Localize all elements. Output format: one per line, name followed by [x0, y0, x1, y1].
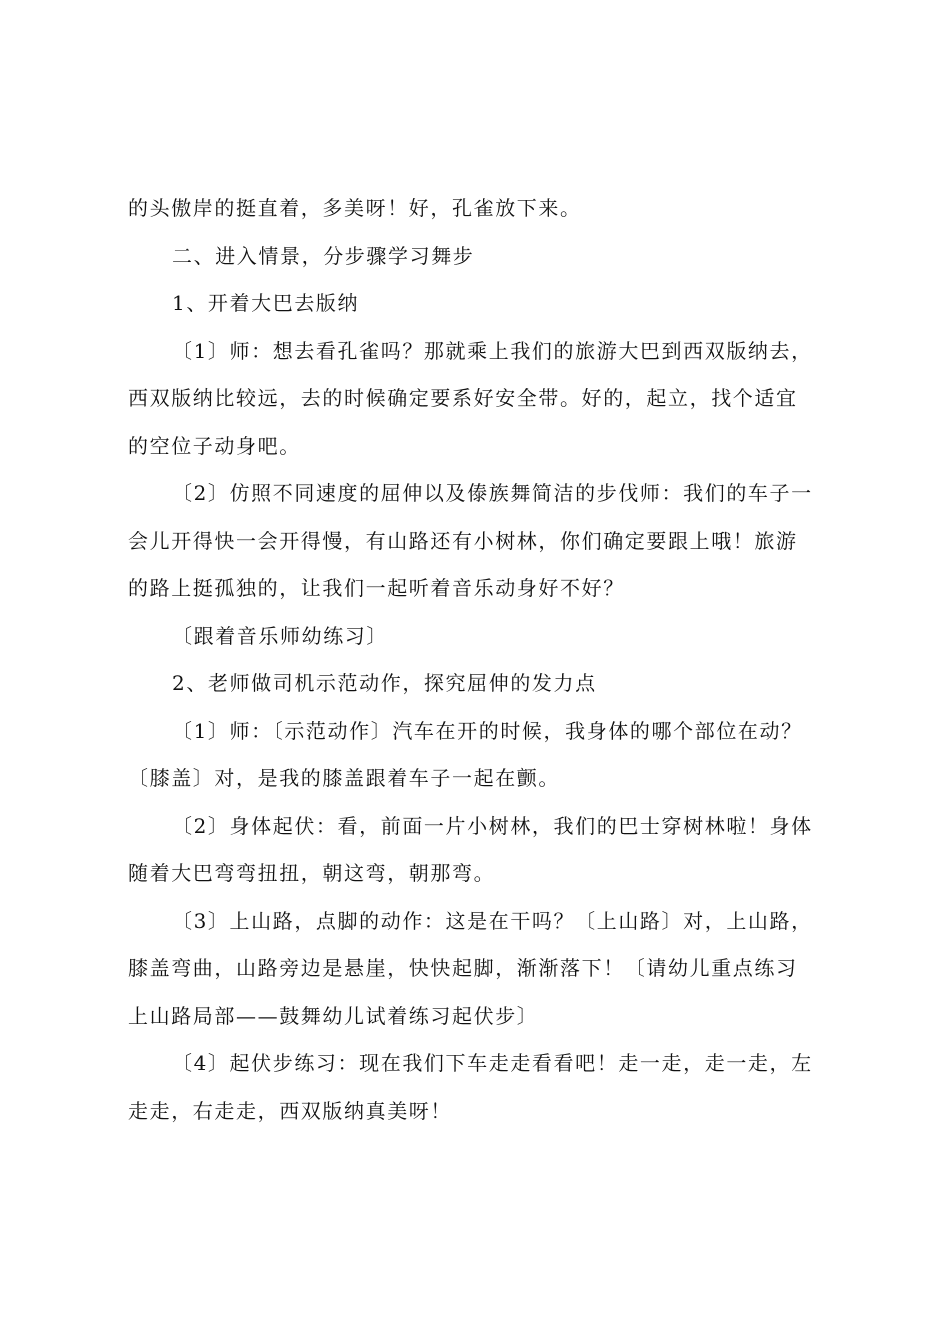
paragraph-3-line-1: 〔跟着音乐师幼练习〕: [172, 623, 388, 648]
paragraph-5-line-2: 随着大巴弯弯扭扭，朝这弯，朝那弯。: [128, 861, 496, 885]
text-line-continuation: 的头傲岸的挺直着，多美呀！好，孔雀放下来。: [128, 196, 582, 220]
paragraph-2-line-3: 的路上挺孤独的，让我们一起听着音乐动身好不好？: [128, 576, 625, 600]
subsection-heading-1: 1、开着大巴去版纳: [172, 291, 360, 315]
paragraph-7-line-1: 〔4〕起伏步练习：现在我们下车走走看看吧！走一走，走一走，左: [172, 1051, 813, 1075]
section-heading-2: 二、进入情景，分步骤学习舞步: [172, 243, 475, 268]
paragraph-1-line-2: 西双版纳比较远，去的时候确定要系好安全带。好的，起立，找个适宜: [128, 386, 798, 410]
paragraph-4-line-1: 〔1〕师：〔示范动作〕汽车在开的时候，我身体的哪个部位在动？: [172, 718, 803, 743]
paragraph-1-line-3: 的空位子动身吧。: [128, 433, 301, 458]
paragraph-5-line-1: 〔2〕身体起伏：看，前面一片小树林，我们的巴士穿树林啦！身体: [172, 813, 813, 838]
paragraph-6-line-3: 上山路局部——鼓舞幼儿试着练习起伏步〕: [128, 1003, 539, 1028]
paragraph-1-line-1: 〔1〕师：想去看孔雀吗？那就乘上我们的旅游大巴到西双版纳去，: [172, 338, 813, 363]
paragraph-6-line-2: 膝盖弯曲，山路旁边是悬崖，快快起脚，渐渐落下！〔请幼儿重点练习: [128, 956, 798, 980]
paragraph-4-line-2: 〔膝盖〕对，是我的膝盖跟着车子一起在颤。: [128, 766, 560, 790]
paragraph-2-line-1: 〔2〕仿照不同速度的屈伸以及傣族舞简洁的步伐师：我们的车子一: [172, 481, 813, 505]
paragraph-2-line-2: 会儿开得快一会开得慢，有山路还有小树林，你们确定要跟上哦！旅游: [128, 528, 798, 553]
document-page: [128, 185, 834, 1135]
subsection-heading-2: 2、老师做司机示范动作，探究屈伸的发力点: [172, 671, 597, 695]
paragraph-6-line-1: 〔3〕上山路，点脚的动作：这是在干吗？〔上山路〕对，上山路，: [172, 908, 813, 933]
paragraph-7-line-2: 走走，右走走，西双版纳真美呀！: [128, 1098, 452, 1123]
